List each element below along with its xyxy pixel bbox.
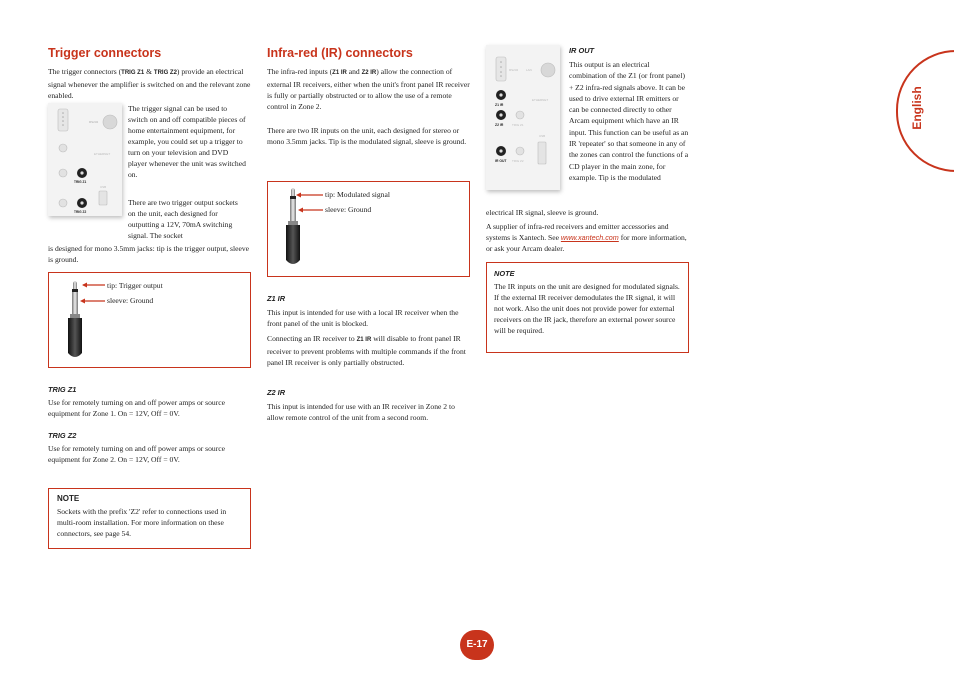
trigger-note-title: NOTE (57, 494, 80, 503)
ir-intro: The infra-red inputs (Z1 IR and Z2 IR) allow the connection of external IR receivers, either when the unit's front panel IR receiver is fully or partially obstructed or to allow the use of a remote control in Zone 2. (267, 67, 470, 111)
ir-jack-sleeve-label: sleeve: Ground (325, 205, 372, 214)
trigger-intro: The trigger connectors (TRIG Z1 & TRIG Z2) provide an electrical signal whenever the amplifier is switched on and the relevant zone enabled. (48, 67, 251, 100)
page-number-badge (460, 630, 494, 660)
trig-z1-heading: TRIG Z1 (48, 385, 77, 394)
ir-out-text: This output is an electrical combination of the Z1 (or front panel) + Z2 infra-red signals above. It can be used to drive external IR emitters or can be connected directly to other Arcam equipment which have an IR input. This function can be useful as an IR 'repeater' so that someone in any of the zones can control the functions of a CD player in the main zone, for example. Tip is the modulated (569, 60, 689, 182)
ir-para-inputs: There are two IR inputs on the unit, each designed for stereo or mono 3.5mm jacks. Tip is the modulated signal, sleeve is ground. (267, 126, 467, 146)
z1-ir-heading: Z1 IR (267, 294, 286, 303)
trigger-jack-sleeve-label: sleeve: Ground (107, 296, 154, 305)
trig-z1-text: Use for remotely turning on and off power amps or source equipment for Zone 1. On = 12V, Off = 0V. (48, 398, 225, 418)
svg-text:IR OUT: IR OUT (495, 159, 507, 163)
trigger-note-text: Sockets with the prefix 'Z2' refer to connections used in multi-room installation. For more information on these connectors, see page 54. (57, 507, 227, 538)
svg-text:TRIG Z1: TRIG Z1 (74, 180, 87, 184)
svg-text:TRIG Z1: TRIG Z1 (512, 123, 524, 127)
trigger-jack-diagram (48, 272, 251, 368)
z1-ir-text: This input is intended for use with a local IR receiver when the front panel of the unit is blocked. (267, 308, 459, 328)
trigger-para-jacks: is designed for mono 3.5mm jacks: tip is the trigger output, sleeve is ground. (48, 244, 249, 264)
ir-out-supplier: A supplier of infra-red receivers and emitter accessories and systems is Xantech. See www.xantech.com for more information, or ask your Arcam dealer. (486, 222, 687, 253)
ir-out-heading: IR OUT (569, 46, 595, 55)
z2-ir-text: This input is intended for use with an IR receiver in Zone 2 to allow remote control of the unit from a second room. (267, 402, 455, 422)
language-tab-label: English (910, 86, 924, 130)
trigger-heading: Trigger connectors (48, 46, 162, 60)
svg-text:USB: USB (539, 134, 546, 138)
svg-text:USB: USB (100, 185, 107, 189)
z2-ir-heading: Z2 IR (267, 388, 286, 397)
trig-z2-text: Use for remotely turning on and off power amps or source equipment for Zone 2. On = 12V, Off = 0V. (48, 444, 225, 464)
svg-text:RS232: RS232 (89, 120, 99, 124)
trigger-jack-tip-label: tip: Trigger output (107, 281, 163, 290)
svg-text:ETHERNET: ETHERNET (94, 152, 111, 156)
svg-text:RS232: RS232 (509, 68, 519, 72)
svg-text:Z1 IR: Z1 IR (495, 103, 504, 107)
svg-text:TRIG Z2: TRIG Z2 (512, 159, 524, 163)
ir-note-title: NOTE (494, 269, 515, 278)
svg-text:Z2 IR: Z2 IR (495, 123, 504, 127)
trigger-panel-image (48, 103, 122, 216)
svg-text:TRIG Z2: TRIG Z2 (74, 210, 87, 214)
trigger-note-box (48, 488, 251, 549)
ir-panel-image (486, 45, 560, 190)
page-number: E-17 (466, 639, 488, 650)
trigger-para-sockets: There are two trigger output sockets on the unit, each designed for outputting a 12V, 70mA switching signal. The socket (128, 198, 238, 240)
trigger-para-usage: The trigger signal can be used to switch on and off compatible pieces of home entertainment equipment, for example, you could set up a trigger to turn on your television and DVD player whenever the unit was switched on. (128, 104, 246, 179)
ir-rear-panel-illustration (486, 45, 560, 190)
svg-text:LAN: LAN (526, 68, 532, 72)
ir-note-text: The IR inputs on the unit are designed for modulated signals. If the external IR receiver demodulates the IR signal, it will not work. Also the unit does not provide power for external receivers on the IR jack, therefore an external power source will be required. (494, 282, 680, 335)
rear-panel-illustration (48, 103, 122, 216)
trig-z2-heading: TRIG Z2 (48, 431, 77, 440)
ir-jack-tip-label: tip: Modulated signal (325, 190, 390, 199)
ir-jack-diagram (267, 181, 470, 277)
ir-note-box (486, 262, 689, 353)
svg-text:ETHERNET: ETHERNET (532, 98, 549, 102)
xantech-link[interactable]: www.xantech.com (560, 233, 619, 242)
ir-out-text-cont: electrical IR signal, sleeve is ground. (486, 208, 599, 217)
ir-heading: Infra-red (IR) connectors (267, 46, 413, 60)
z1-ir-text-2: Connecting an IR receiver to Z1 IR will disable to front panel IR receiver to prevent problems with multiple commands if the front panel IR receiver is only partially obstructed. (267, 334, 466, 367)
